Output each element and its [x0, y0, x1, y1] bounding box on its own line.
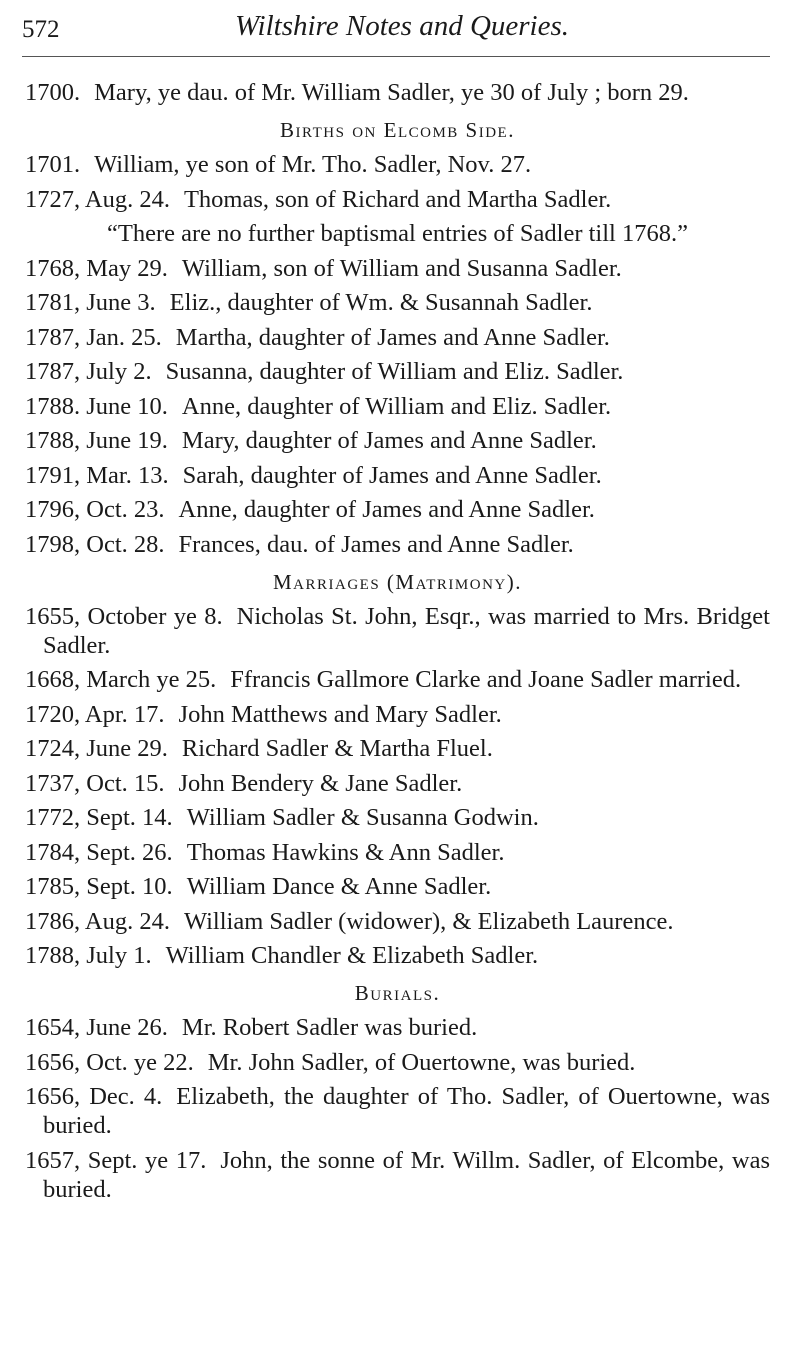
register-entry: [25, 907, 770, 936]
entry-text: William Chandler & Elizabeth Sadler.: [165, 942, 539, 969]
register-entry: [25, 254, 770, 283]
register-entry: [25, 1082, 770, 1140]
entry-date: 1737, Oct. 15.: [25, 769, 165, 797]
register-entry: [25, 769, 770, 798]
entry-date: 1787, July 2.: [25, 358, 152, 385]
register-entry: [25, 78, 770, 107]
register-entry: [25, 941, 770, 970]
entry-date: 1787, Jan. 25.: [25, 323, 162, 351]
register-entry: [25, 803, 770, 832]
burials-heading: Burials.: [354, 981, 441, 1005]
register-entry: [25, 288, 770, 317]
register-entry: [25, 665, 770, 694]
register-entry: [25, 461, 770, 490]
entry-date: 1720, Apr. 17.: [25, 700, 165, 728]
register-entry: [25, 323, 770, 352]
register-entry: [25, 530, 770, 559]
header-rule: [22, 56, 770, 57]
entry-date: 1786, Aug. 24.: [25, 907, 170, 935]
entry-date: 1656, Oct. ye 22.: [25, 1048, 194, 1076]
register-entry: [25, 838, 770, 867]
entry-date: 1657, Sept. ye 17.: [25, 1146, 207, 1174]
register-entry: [25, 700, 770, 729]
entry-text: John Bendery & Jane Sadler.: [178, 769, 463, 797]
entry-text: Mr. Robert Sadler was buried.: [181, 1014, 478, 1041]
births-heading: Births on Elcomb Side.: [280, 118, 515, 142]
entry-text: John Matthews and Mary Sadler.: [178, 700, 502, 728]
entry-text: Mr. John Sadler, of Ouertowne, was buried.: [207, 1048, 636, 1076]
burials-entries: [25, 1013, 770, 1204]
entry-date: 1784, Sept. 26.: [25, 838, 173, 866]
entry-date: 1788. June 10.: [25, 392, 168, 420]
entry-text: Sarah, daughter of James and Anne Sadler.: [182, 461, 602, 489]
register-entry: [25, 872, 770, 901]
entry-date: 1781, June 3.: [25, 289, 156, 316]
entry-text: Eliz., daughter of Wm. & Susannah Sadler.: [169, 289, 593, 316]
entry-date: 1796, Oct. 23.: [25, 496, 165, 523]
entry-text: William Sadler (widower), & Elizabeth Laurence.: [183, 907, 674, 935]
baptismal-note: “There are no further baptismal entries of Sadler till 1768.”: [107, 220, 688, 247]
entry-date: 1654, June 26.: [25, 1014, 168, 1041]
register-entry: [25, 392, 770, 421]
page-header: [22, 6, 782, 46]
entry-date: 1668, March ye 25.: [25, 666, 217, 693]
entry-text: Nicholas St. John, Esqr., was married to Mrs. Bridget Sadler.: [43, 602, 770, 659]
entry-text: Frances, dau. of James and Anne Sadler.: [178, 530, 574, 558]
entry-text: Mary, ye dau. of Mr. William Sadler, ye 30 of July ; born 29.: [94, 79, 689, 106]
register-entry: [25, 1146, 770, 1204]
marriages-entries: [25, 602, 770, 971]
births-entries-continued: [25, 254, 770, 559]
entry-date: 1768, May 29.: [25, 254, 168, 282]
entry-date: 1772, Sept. 14.: [25, 804, 173, 831]
entry-text: William, son of William and Susanna Sadler.: [181, 254, 622, 282]
entry-text: Thomas Hawkins & Ann Sadler.: [186, 838, 505, 866]
entry-date: 1700.: [25, 79, 81, 106]
register-entry: [25, 734, 770, 763]
entry-date: 1788, July 1.: [25, 942, 152, 969]
register-entry: [25, 495, 770, 524]
page-number: 572: [22, 16, 60, 43]
entry-date: 1788, June 19.: [25, 427, 168, 454]
entry-date: 1791, Mar. 13.: [25, 461, 169, 489]
marriages-heading: Marriages (Matrimony).: [272, 569, 522, 594]
entry-text: Ffrancis Gallmore Clarke and Joane Sadler married.: [230, 666, 742, 693]
entry-text: Richard Sadler & Martha Fluel.: [181, 735, 493, 762]
entry-text: Anne, daughter of James and Anne Sadler.: [178, 496, 595, 523]
register-content: [25, 78, 770, 1209]
entry-date: 1785, Sept. 10.: [25, 873, 173, 900]
entry-date: 1655, October ye 8.: [25, 602, 223, 630]
register-entry: [25, 185, 770, 214]
entry-text: Elizabeth, the daughter of Tho. Sadler, of Ouertowne, was buried.: [43, 1083, 770, 1139]
register-entry: [25, 1048, 770, 1077]
register-entry: [25, 426, 770, 455]
entry-text: Anne, daughter of William and Eliz. Sadler.: [181, 392, 612, 420]
entry-text: William Dance & Anne Sadler.: [186, 873, 492, 900]
register-entry: [25, 602, 770, 660]
entry-date: 1727, Aug. 24.: [25, 185, 170, 213]
births-entries: [25, 150, 770, 214]
entry-text: William Sadler & Susanna Godwin.: [186, 804, 539, 831]
entry-date: 1798, Oct. 28.: [25, 530, 165, 558]
entry-text: Susanna, daughter of William and Eliz. Sadler.: [165, 358, 624, 385]
register-entry: [25, 357, 770, 386]
register-entry: [25, 1013, 770, 1042]
entry-text: William, ye son of Mr. Tho. Sadler, Nov. 27.: [94, 151, 532, 178]
entry-text: Martha, daughter of James and Anne Sadler.: [175, 323, 610, 351]
entry-text: John, the sonne of Mr. Willm. Sadler, of Elcombe, was buried.: [43, 1146, 770, 1203]
running-title: Wiltshire Notes and Queries.: [234, 10, 570, 42]
entry-date: 1701.: [25, 151, 81, 178]
opening-entries: [25, 78, 770, 107]
register-entry: [25, 150, 770, 179]
entry-date: 1724, June 29.: [25, 735, 168, 762]
entry-text: Thomas, son of Richard and Martha Sadler.: [183, 185, 612, 213]
entry-date: 1656, Dec. 4.: [25, 1083, 163, 1110]
entry-text: Mary, daughter of James and Anne Sadler.: [181, 427, 597, 454]
